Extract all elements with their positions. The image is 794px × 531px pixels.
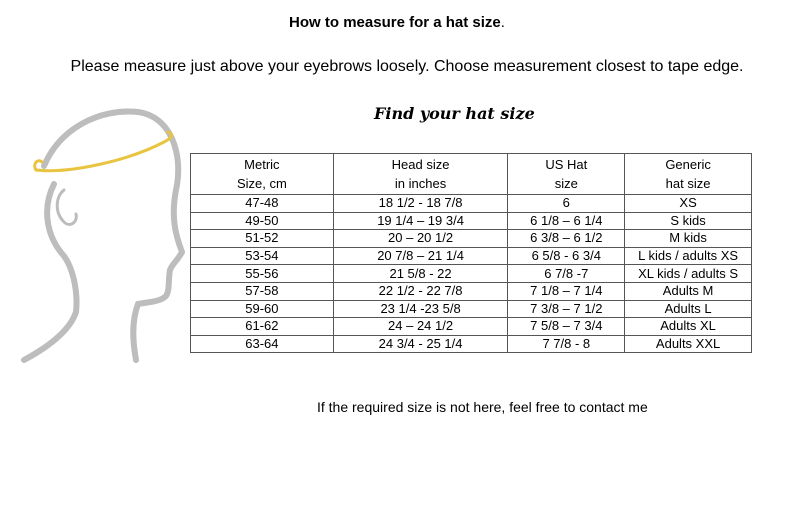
table-subtitle: Find your hat size [374, 104, 535, 123]
header-us-hat [508, 154, 625, 195]
page-title-text: How to measure for a hat size [289, 14, 501, 31]
header-line: in inches [394, 176, 447, 191]
cell-head-size: 19 1/4 – 19 3/4 [333, 212, 508, 230]
header-metric [191, 154, 334, 195]
header-line: Generic [665, 157, 711, 172]
header-line: size [554, 176, 578, 191]
cell-us-hat: 6 3/8 – 6 1/2 [508, 230, 625, 248]
cell-metric: 53-54 [191, 247, 334, 265]
table-row [191, 195, 752, 213]
cell-us-hat: 7 1/8 – 7 1/4 [508, 282, 625, 300]
cell-generic: Adults M [625, 282, 752, 300]
cell-generic: Adults XL [625, 318, 752, 336]
header-line: Metric [244, 157, 280, 172]
cell-metric: 59-60 [191, 300, 334, 318]
table-row [191, 265, 752, 283]
table-row [191, 282, 752, 300]
hat-size-table [190, 153, 752, 353]
cell-head-size: 20 7/8 – 21 1/4 [333, 247, 508, 265]
cell-generic: Adults L [625, 300, 752, 318]
cell-generic: Adults XXL [625, 335, 752, 353]
cell-us-hat: 6 [508, 195, 625, 213]
cell-head-size: 24 3/4 - 25 1/4 [333, 335, 508, 353]
header-line: Size, cm [236, 176, 287, 191]
header-line: hat size [665, 176, 711, 191]
cell-us-hat: 7 3/8 – 7 1/2 [508, 300, 625, 318]
header-line: US Hat [545, 157, 588, 172]
header-generic [625, 154, 752, 195]
cell-metric: 61-62 [191, 318, 334, 336]
table-body [191, 195, 752, 353]
measure-instruction: Please measure just above your eyebrows loosely. Choose measurement closest to tape edge. [70, 58, 744, 75]
cell-head-size: 21 5/8 - 22 [333, 265, 508, 283]
cell-metric: 51-52 [191, 230, 334, 248]
table-row [191, 247, 752, 265]
ear-outline [57, 190, 76, 224]
cell-metric: 47-48 [191, 195, 334, 213]
head-outline [44, 111, 182, 360]
neck-outline [24, 184, 77, 360]
cell-generic: M kids [625, 230, 752, 248]
cell-metric: 55-56 [191, 265, 334, 283]
cell-generic: XS [625, 195, 752, 213]
header-head-size [333, 154, 508, 195]
cell-us-hat: 6 5/8 - 6 3/4 [508, 247, 625, 265]
header-row [191, 154, 752, 195]
cell-head-size: 24 – 24 1/2 [333, 318, 508, 336]
table-row [191, 335, 752, 353]
head-profile-icon [20, 98, 185, 368]
table-header [191, 154, 752, 195]
table-row [191, 230, 752, 248]
contact-note: If the required size is not here, feel free to contact me [317, 399, 648, 415]
page-title [0, 14, 794, 31]
table-row [191, 300, 752, 318]
cell-generic: L kids / adults XS [625, 247, 752, 265]
table-row [191, 318, 752, 336]
cell-us-hat: 6 7/8 -7 [508, 265, 625, 283]
cell-generic: S kids [625, 212, 752, 230]
cell-us-hat: 7 7/8 - 8 [508, 335, 625, 353]
table-row [191, 212, 752, 230]
cell-head-size: 18 1/2 - 18 7/8 [333, 195, 508, 213]
cell-us-hat: 6 1/8 – 6 1/4 [508, 212, 625, 230]
cell-metric: 57-58 [191, 282, 334, 300]
page-title-dot: . [500, 14, 505, 31]
cell-metric: 49-50 [191, 212, 334, 230]
cell-metric: 63-64 [191, 335, 334, 353]
cell-head-size: 23 1/4 -23 5/8 [333, 300, 508, 318]
cell-us-hat: 7 5/8 – 7 3/4 [508, 318, 625, 336]
cell-generic: XL kids / adults S [625, 265, 752, 283]
cell-head-size: 20 – 20 1/2 [333, 230, 508, 248]
cell-head-size: 22 1/2 - 22 7/8 [333, 282, 508, 300]
header-line: Head size [391, 157, 450, 172]
